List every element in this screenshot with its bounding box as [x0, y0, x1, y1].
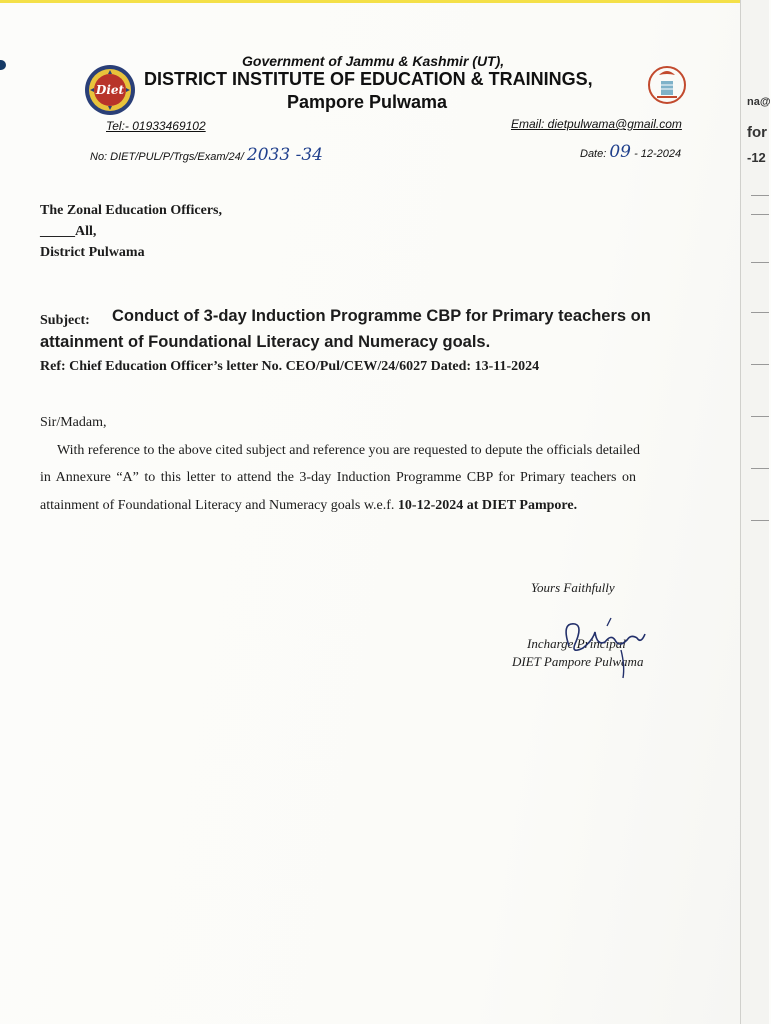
state-emblem — [647, 63, 687, 109]
subject-label: Subject: — [40, 313, 90, 328]
adjacent-page-edge — [740, 0, 769, 1024]
institute-location: Pampore Pulwama — [287, 92, 448, 112]
diet-logo — [84, 64, 136, 116]
reference-number-handwritten: 2033 -34 — [246, 145, 323, 165]
body-line-3-text: attainment of Foundational Literacy and Numeracy goals w.e.f. — [40, 498, 398, 513]
subject-line-2: attainment of Foundational Literacy and Numeracy goals. — [40, 333, 491, 351]
body-line-3-bold: 10-12-2024 at DIET Pampore. — [397, 498, 578, 513]
telephone: Tel:- 01933469102 — [106, 119, 206, 133]
adjacent-rule — [751, 312, 769, 313]
salutation: Sir/Madam, — [40, 415, 107, 430]
email: Email: dietpulwama@gmail.com — [511, 117, 682, 131]
office: DIET Pampore Pulwama — [512, 654, 644, 669]
body-line-3 — [40, 498, 577, 514]
date-prefix: Date: — [580, 148, 607, 160]
adjacent-fragment-2: for — [747, 124, 767, 141]
reference-line: Ref: Chief Education Officer’s letter No. CEO/Pul/CEW/24/6027 Dated: 13-11-2024 — [40, 359, 540, 374]
reference-number-prefix: No: DIET/PUL/P/Trgs/Exam/24/ — [90, 151, 244, 163]
addressee-line-1: The Zonal Education Officers, — [40, 203, 223, 218]
addressee-line-2: _____All, — [40, 224, 97, 239]
addressee-line-3: District Pulwama — [40, 245, 145, 260]
institute-name: DISTRICT INSTITUTE OF EDUCATION & TRAININGS, — [144, 69, 593, 89]
subject-line-1: Conduct of 3-day Induction Programme CBP for Primary teachers on — [112, 307, 651, 325]
logo-text: Diet — [95, 83, 125, 97]
letter-date — [580, 142, 681, 162]
adjacent-rule — [751, 195, 769, 196]
body-line-1: With reference to the above cited subject and reference you are requested to depute the officials detailed — [57, 443, 641, 458]
adjacent-fragment-1: na@ — [747, 96, 771, 108]
handwritten-signature — [545, 604, 665, 684]
adjacent-rule — [751, 416, 769, 417]
reference-number — [90, 145, 323, 165]
binder-mark — [0, 60, 6, 70]
adjacent-rule — [751, 520, 769, 521]
date-suffix: - 12-2024 — [634, 148, 682, 160]
paper-edge-strip — [0, 0, 740, 3]
body-line-2: in Annexure “A” to this letter to attend the 3-day Induction Programme CBP for Primary teachers on — [40, 470, 637, 485]
date-handwritten: 09 — [609, 142, 631, 162]
government-line: Government of Jammu & Kashmir (UT), — [242, 53, 505, 69]
designation: Incharge Principal — [527, 636, 626, 651]
closing: Yours Faithfully — [531, 580, 615, 595]
adjacent-rule — [751, 468, 769, 469]
adjacent-rule — [751, 262, 769, 263]
adjacent-fragment-3: -12 — [747, 150, 766, 165]
adjacent-rule — [751, 214, 769, 215]
adjacent-rule — [751, 364, 769, 365]
